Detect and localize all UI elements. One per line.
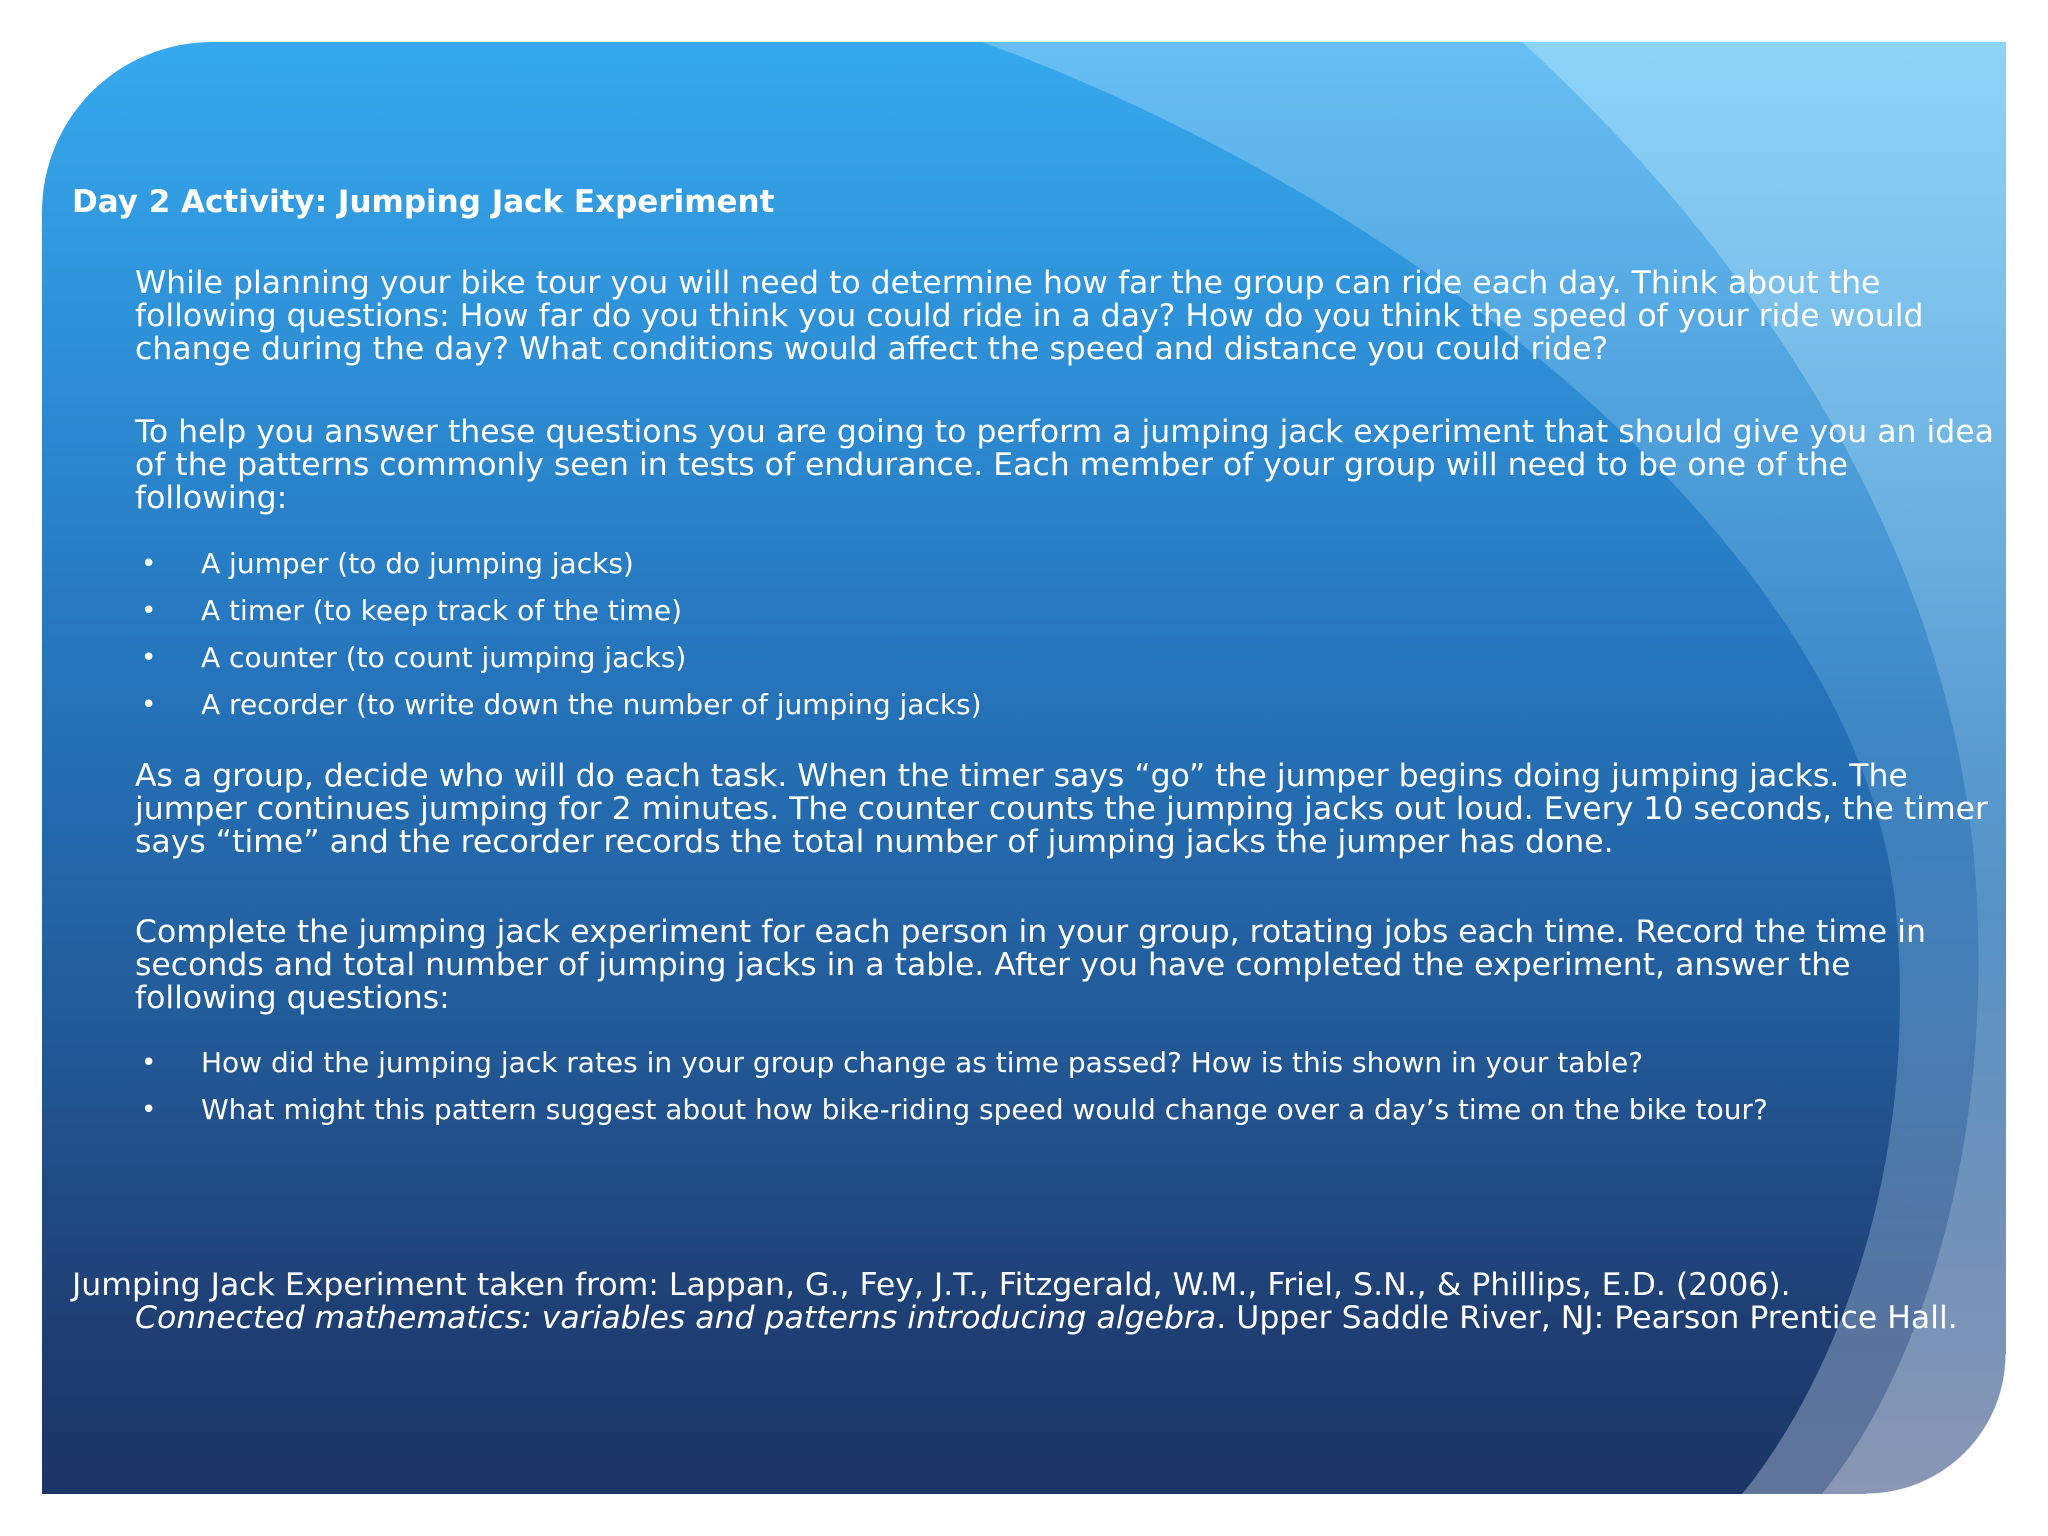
intro-paragraph: While planning your bike tour you will need to determine how far the group can ride each day. Think about the following questions: How far do you think you could ride in a day? How do you think the speed of your ride would change during the day? What conditions would affect the speed and distance you could ride?	[135, 265, 1924, 367]
role-label: A counter (to count jumping jacks)	[201, 641, 687, 674]
experiment-paragraph: To help you answer these questions you are going to perform a jumping jack experiment that should give you an idea of the patterns commonly seen in tests of endurance. Each member of your group will need to be one of the following:	[135, 414, 1994, 516]
citation-line-1: Jumping Jack Experiment taken from: Lappan, G., Fey, J.T., Fitzgerald, W.M., Friel, S.N., & Phillips, E.D. (2006).	[72, 1267, 1791, 1303]
bullet-icon: •	[141, 549, 157, 579]
role-label: A jumper (to do jumping jacks)	[201, 547, 634, 580]
role-label: A recorder (to write down the number of jumping jacks)	[201, 688, 982, 721]
citation-book-title: Connected mathematics: variables and patterns introducing algebra	[135, 1300, 1217, 1336]
roles-list	[135, 547, 982, 735]
list-item	[135, 1093, 1768, 1140]
slide-content	[42, 42, 2006, 1494]
questions-list	[135, 1046, 1768, 1140]
citation-publisher: . Upper Saddle River, NJ: Pearson Prentice Hall.	[1216, 1300, 1958, 1336]
bullet-icon: •	[141, 690, 157, 720]
list-item	[135, 547, 982, 594]
citation	[72, 1269, 1972, 1335]
role-label: A timer (to keep track of the time)	[201, 594, 683, 627]
list-item	[135, 1046, 1768, 1093]
list-item	[135, 688, 982, 735]
slide-title: Day 2 Activity: Jumping Jack Experiment	[72, 184, 775, 220]
completion-paragraph: Complete the jumping jack experiment for each person in your group, rotating jobs each time. Record the time in seconds and total number of jumping jacks in a table. After you have completed the experiment, answer the following questions:	[135, 914, 1926, 1016]
bullet-icon: •	[141, 643, 157, 673]
slide	[42, 42, 2006, 1494]
question-text: How did the jumping jack rates in your group change as time passed? How is this shown in your table?	[201, 1046, 1644, 1079]
citation-line-2	[72, 1302, 1972, 1335]
bullet-icon: •	[141, 596, 157, 626]
bullet-icon: •	[141, 1095, 157, 1125]
question-text: What might this pattern suggest about how bike-riding speed would change over a day’s time on the bike tour?	[201, 1093, 1768, 1126]
instructions-paragraph: As a group, decide who will do each task. When the timer says “go” the jumper begins doing jumping jacks. The jumper continues jumping for 2 minutes. The counter counts the jumping jacks out loud. Every 10 seconds, the timer says “time” and the recorder records the total number of jumping jacks the jumper has done.	[135, 758, 1988, 860]
bullet-icon: •	[141, 1048, 157, 1078]
list-item	[135, 594, 982, 641]
list-item	[135, 641, 982, 688]
